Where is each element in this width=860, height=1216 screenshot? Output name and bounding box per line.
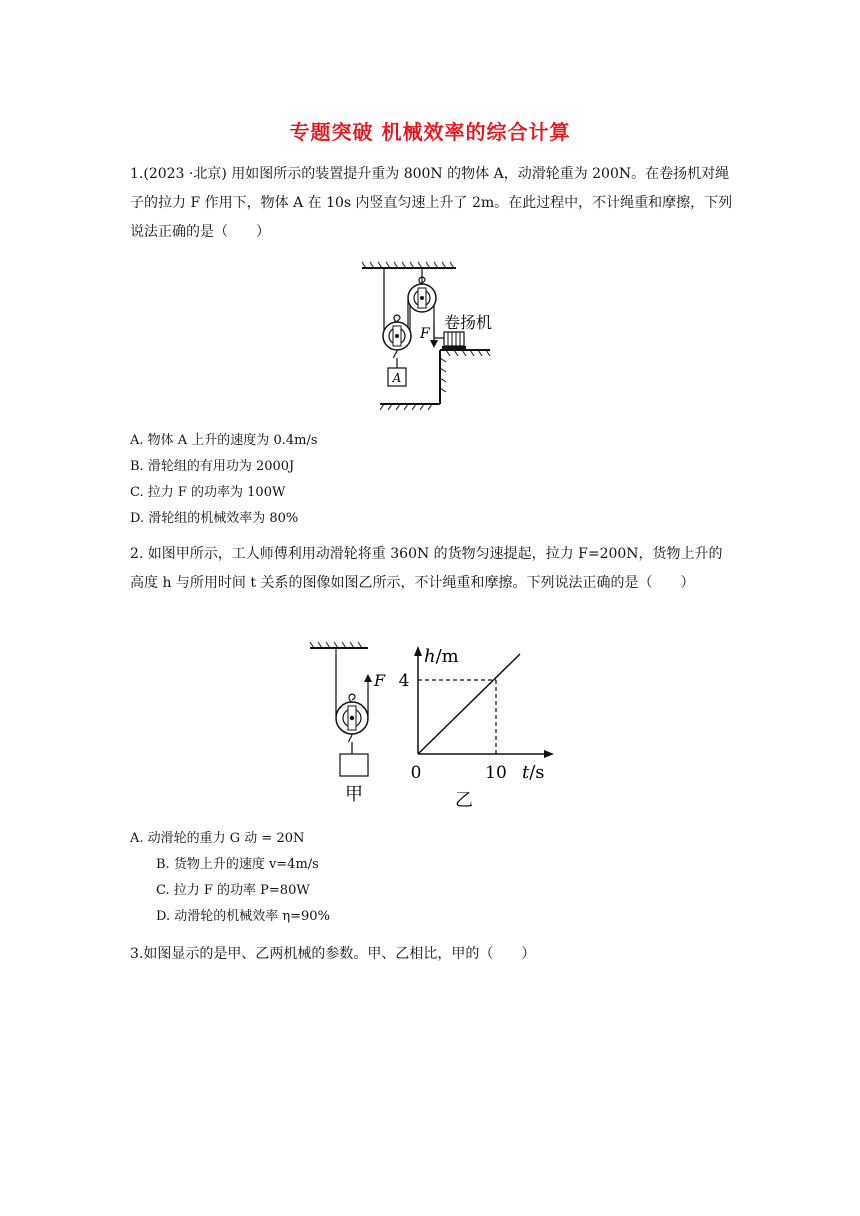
y-axis-label: h/m xyxy=(424,646,459,667)
x-axis-label: t/s xyxy=(522,762,545,783)
question-1-option-a: A. 物体 A 上升的速度为 0.4m/s xyxy=(130,433,318,448)
force-label: F xyxy=(420,326,430,342)
question-2-option-c: C. 拉力 F 的功率 P=80W xyxy=(156,883,310,898)
question-2-stem: 2. 如图甲所示，工人师傅利用动滑轮将重 360N 的货物匀速提起，拉力 F=200N，货物上升的高度 h 与所用时间 t 关系的图像如图乙所示，不计绳重和摩擦。下列说法正确的是（ ） xyxy=(130,546,723,591)
page-title: 专题突破 机械效率的综合计算 xyxy=(289,120,571,144)
winch-label: 卷扬机 xyxy=(444,313,493,332)
x-tick-label: 10 xyxy=(485,763,507,783)
right-figure-caption: 乙 xyxy=(455,790,473,811)
object-a-label: A xyxy=(392,371,402,385)
origin-label: 0 xyxy=(410,763,422,783)
question-1-stem: 1.(2023 ·北京) 用如图所示的装置提升重为 800N 的物体 A，动滑轮重为 200N。在卷扬机对绳子的拉力 F 作用下，物体 A 在 10s 内竖直匀速上升了 2m。在此过程中，不计绳重和摩擦，下列说法正确的是（ ） xyxy=(130,166,733,240)
question-2-figure xyxy=(308,640,558,816)
question-1-option-b: B. 滑轮组的有用功为 2000J xyxy=(130,459,295,474)
question-3-stem: 3.如图显示的是甲、乙两机械的参数。甲、乙相比，甲的（ ） xyxy=(130,946,536,962)
question-1-option-c: C. 拉力 F 的功率为 100W xyxy=(130,485,286,500)
question-2-option-b: B. 货物上升的速度 v=4m/s xyxy=(156,857,319,872)
question-2-option-a: A. 动滑轮的重力 G 动 = 20N xyxy=(130,831,305,846)
force-label: F xyxy=(374,671,386,690)
question-2-option-d: D. 动滑轮的机械效率 η=90% xyxy=(156,909,330,924)
question-1-figure xyxy=(360,258,500,414)
y-tick-label: 4 xyxy=(398,671,410,691)
left-figure-caption: 甲 xyxy=(345,784,363,805)
question-1-option-d: D. 滑轮组的机械效率为 80% xyxy=(130,511,299,526)
